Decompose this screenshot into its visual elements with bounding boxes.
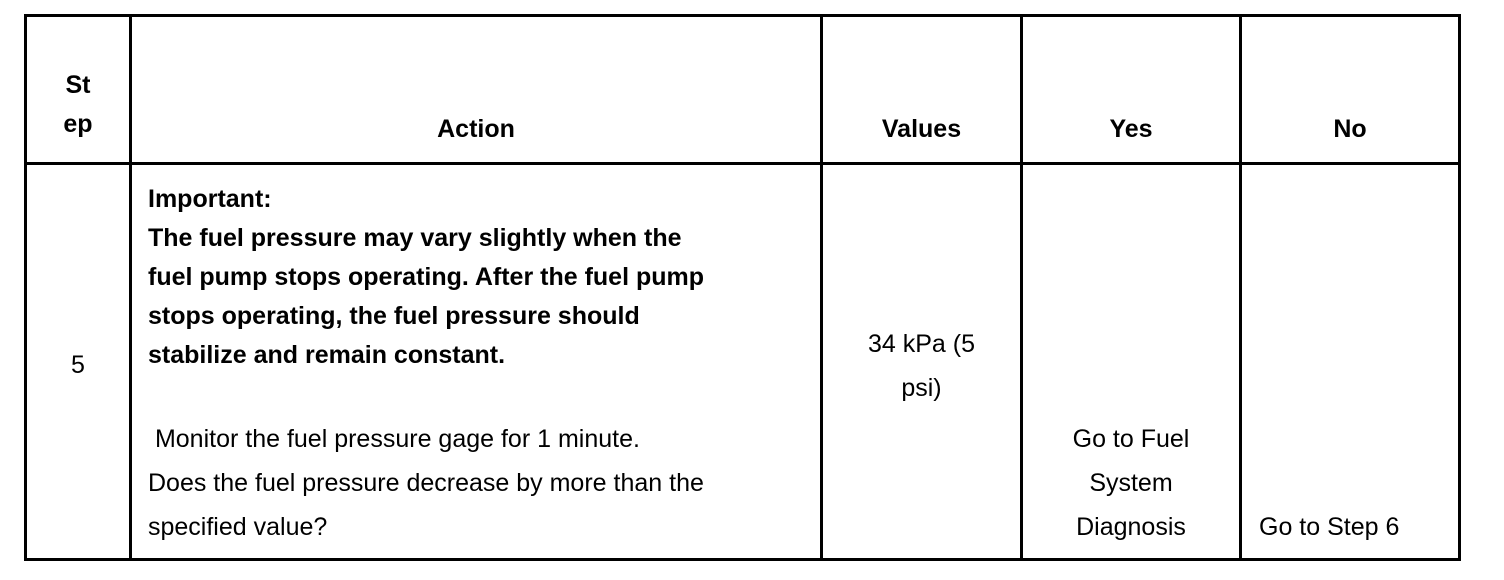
important-line: stops operating, the fuel pressure should [148, 302, 640, 330]
instruction-text: Monitor the fuel pressure gage for 1 minute. [148, 425, 640, 453]
diagnostic-table [24, 14, 1461, 561]
action-instructions [148, 417, 818, 549]
header-step-line1: St [65, 71, 91, 99]
important-line: The fuel pressure may vary slightly when the [148, 224, 682, 252]
no-cell: Go to Step 6 [1259, 513, 1400, 541]
question-line: specified value? [148, 513, 328, 541]
header-step [27, 17, 129, 162]
value-line: psi) [901, 374, 942, 402]
yes-cell [1023, 417, 1239, 549]
yes-line: Diagnosis [1076, 513, 1186, 541]
header-divider [27, 162, 1458, 165]
question-line: Does the fuel pressure decrease by more than the [148, 469, 704, 497]
header-action [132, 17, 820, 162]
header-values [823, 17, 1020, 162]
yes-line: Go to Fuel [1072, 425, 1190, 453]
important-label: Important: [148, 185, 272, 213]
action-cell [148, 180, 818, 375]
header-step-line2: ep [63, 110, 93, 138]
values-cell [823, 322, 1020, 410]
yes-line: System [1089, 469, 1173, 497]
important-line: fuel pump stops operating. After the fuel pump [148, 263, 705, 291]
step-number: 5 [71, 351, 85, 379]
important-line: stabilize and remain constant. [148, 341, 506, 369]
header-values-label: Values [881, 115, 962, 143]
value-line: 34 kPa (5 [867, 330, 975, 358]
header-yes-label: Yes [1109, 115, 1153, 143]
header-no-label: No [1333, 115, 1367, 143]
header-action-label: Action [437, 115, 515, 143]
header-yes [1023, 17, 1239, 162]
header-no [1242, 17, 1458, 162]
